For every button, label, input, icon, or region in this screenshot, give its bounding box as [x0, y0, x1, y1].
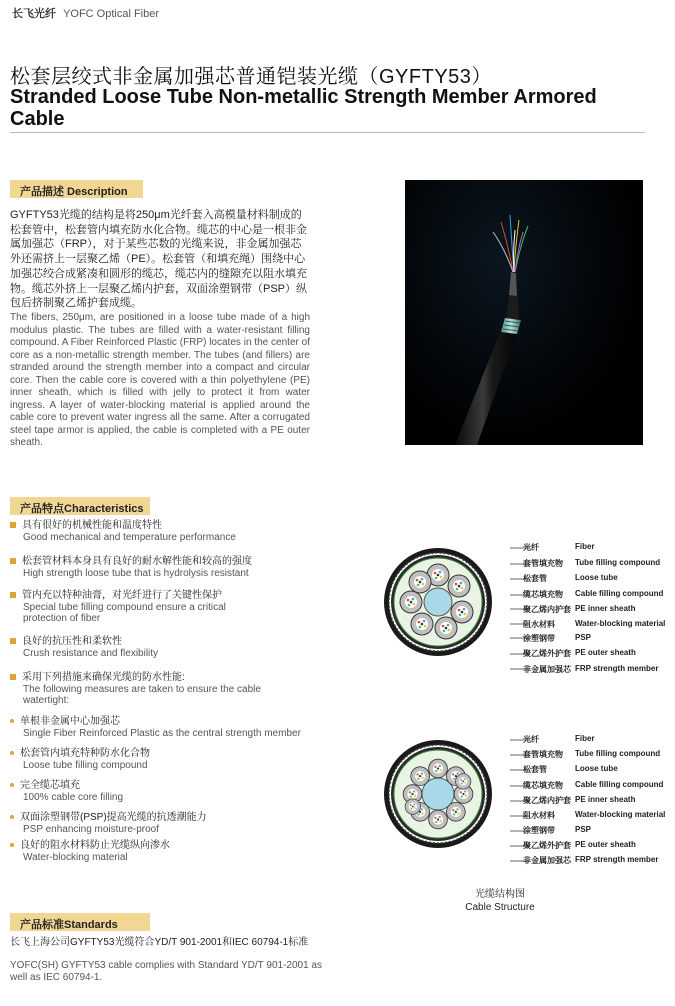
- brand-name-cn: 长飞光纤: [12, 8, 56, 20]
- sub-characteristic-cn: 良好的阻水材料防止光缆纵向渗水: [20, 840, 170, 851]
- sub-characteristic-cn: 单根非金属中心加强芯: [20, 716, 120, 727]
- square-bullet-icon: [10, 638, 16, 644]
- list-item: [10, 716, 340, 739]
- sub-characteristic-en: PSP enhancing moisture-proof: [23, 824, 160, 835]
- legend-label-cn: 光纤: [523, 543, 539, 552]
- legend-label-cn: 非金属加强芯: [523, 856, 571, 865]
- legend-label-en: PE outer sheath: [575, 648, 636, 657]
- brand-name-en: YOFC Optical Fiber: [63, 8, 160, 20]
- sub-characteristic-cn: 松套管内填充特种防水化合物: [20, 748, 150, 759]
- cable-photo: [405, 180, 643, 445]
- sub-characteristic-en: 100% cable core filling: [23, 792, 124, 803]
- legend-label-en: Fiber: [575, 542, 595, 551]
- legend-label-cn: 涂塑钢带: [523, 826, 555, 835]
- legend-label-en: Cable filling compound: [575, 589, 664, 598]
- list-item: [10, 520, 340, 543]
- legend-label-en: Loose tube: [575, 573, 618, 582]
- legend-label-cn: 套管填充物: [523, 559, 563, 568]
- legend-label-en: PE inner sheath: [575, 795, 636, 804]
- legend-label-en: Tube filling compound: [575, 558, 661, 567]
- legend-label-cn: 缆芯填充物: [523, 590, 563, 599]
- dot-bullet-icon: [10, 751, 14, 755]
- legend-label-en: Cable filling compound: [575, 780, 664, 789]
- legend-label-cn: 聚乙烯内护套: [523, 796, 571, 805]
- legend-label-cn: 阻水材料: [523, 620, 555, 629]
- characteristic-cn: 管内充以特种油膏，对光纤进行了关键性保护: [22, 590, 222, 601]
- legend-label-en: Water-blocking material: [575, 810, 666, 819]
- legend-label-en: FRP strength member: [575, 855, 659, 864]
- square-bullet-icon: [10, 522, 16, 528]
- cable-structure-diagram: [380, 540, 670, 880]
- list-item: [10, 748, 340, 771]
- description-text-en: The fibers, 250μm, are positioned in a loose tube made of a high modulus plastic. The tubes are filled with a water-resistant filling compound. A Fiber Reinforced Plastic (FRP) locates in the center of core as a non-metallic strength member. The tubes (and fillers) are stranded around the strength member into a compact and circular core. Then the cable core is covered with a thin polyethylene (PE) inner sheath, which is filled with jelly to protect it from water ingress. A layer of water-blocking material is applied around the cable core to prevent water ingress all the same. After a corrugated steel tape armor is applied, the cable is completed with a PE outer sheath.: [10, 312, 310, 448]
- sub-characteristic-en: Water-blocking material: [23, 852, 128, 863]
- structure-caption-en: Cable Structure: [465, 902, 535, 913]
- brand-header: [12, 5, 159, 21]
- legend-label-en: PSP: [575, 633, 592, 642]
- dot-bullet-icon: [10, 815, 14, 819]
- legend-label-cn: 套管填充物: [523, 750, 563, 759]
- structure-caption: [440, 888, 560, 914]
- title-divider: [10, 132, 645, 133]
- characteristic-en: Crush resistance and flexibility: [23, 648, 159, 659]
- legend-label-cn: 聚乙烯外护套: [523, 841, 571, 850]
- dot-bullet-icon: [10, 783, 14, 787]
- list-item: [10, 636, 340, 659]
- legend-label-en: Fiber: [575, 734, 595, 743]
- list-item: [10, 556, 340, 579]
- characteristic-en: The following measures are taken to ensure the cable watertight:: [23, 684, 261, 706]
- standards-text-cn: 长飞上海公司GYFTY53光缆符合YD/T 901-2001和IEC 60794-1标准: [10, 937, 309, 948]
- legend-label-en: PE outer sheath: [575, 840, 636, 849]
- square-bullet-icon: [10, 592, 16, 598]
- characteristic-en: Good mechanical and temperature performance: [23, 532, 236, 543]
- characteristic-en: High strength loose tube that is hydrolysis resistant: [23, 568, 249, 579]
- legend-label-cn: 聚乙烯外护套: [523, 649, 571, 658]
- dot-bullet-icon: [10, 719, 14, 723]
- characteristic-cn: 良好的抗压性和柔软性: [22, 636, 122, 647]
- characteristic-cn: 松套管材料本身具有良好的耐水解性能和较高的强度: [22, 556, 252, 567]
- legend-label-cn: 松套管: [523, 574, 547, 583]
- legend-label-en: Water-blocking material: [575, 619, 666, 628]
- page-title-cn: 松套层绞式非金属加强芯普通铠装光缆（GYFTY53）: [10, 66, 492, 88]
- legend-label-cn: 缆芯填充物: [523, 781, 563, 790]
- legend-label-en: PSP: [575, 825, 592, 834]
- legend-label-cn: 非金属加强芯: [523, 665, 571, 674]
- characteristics-heading: 产品特点Characteristics: [10, 497, 150, 515]
- description-text-cn: GYFTY53光缆的结构是将250μm光纤套入高模量材料制成的松套管中，松套管内填充防水化合物。缆芯的中心是一根非金属加强芯（FRP），对于某些芯数的光缆来说，非金属加强芯外还需挤上一层聚乙烯（PE）。松套管（和填充绳）围绕中心加强芯绞合成紧凑和圆形的缆芯，缆芯内的缝隙充以阻水填充物。缆芯外挤上一层聚乙烯内护套，双面涂塑钢带（PSP）纵包后挤制聚乙烯护套成缆。: [10, 209, 308, 310]
- sub-characteristic-cn: 完全缆芯填充: [20, 780, 80, 791]
- legend-label-en: Loose tube: [575, 764, 618, 773]
- legend-label-en: Tube filling compound: [575, 749, 661, 758]
- legend-label-cn: 涂塑钢带: [523, 634, 555, 643]
- list-item: [10, 672, 340, 706]
- standards-text-en: YOFC(SH) GYFTY53 cable complies with Standard YD/T 901-2001 as well as IEC 60794-1.: [10, 960, 322, 983]
- legend-label-en: PE inner sheath: [575, 604, 636, 613]
- sub-characteristic-cn: 双面涂塑钢带(PSP)提高光缆的抗透潮能力: [20, 812, 207, 823]
- dot-bullet-icon: [10, 843, 14, 847]
- characteristic-en: Special tube filling compound ensure a critical protection of fiber: [23, 602, 226, 624]
- characteristic-cn: 采用下列措施来确保光缆的防水性能:: [22, 672, 185, 683]
- sub-characteristic-en: Single Fiber Reinforced Plastic as the central strength member: [23, 728, 301, 739]
- legend-label-en: FRP strength member: [575, 664, 659, 673]
- square-bullet-icon: [10, 674, 16, 680]
- sub-characteristic-en: Loose tube filling compound: [23, 760, 148, 771]
- description-heading: 产品描述 Description: [10, 180, 143, 198]
- standards-heading: 产品标准Standards: [10, 913, 150, 931]
- legend-label-cn: 阻水材料: [523, 811, 555, 820]
- list-item: [10, 840, 340, 863]
- legend-label-cn: 光纤: [523, 735, 539, 744]
- list-item: [10, 812, 340, 835]
- list-item: [10, 590, 340, 624]
- square-bullet-icon: [10, 558, 16, 564]
- structure-caption-cn: 光缆结构图: [475, 889, 525, 900]
- cable-photo-drawing: [405, 180, 643, 445]
- legend-label-cn: 聚乙烯内护套: [523, 605, 571, 614]
- characteristic-cn: 具有很好的机械性能和温度特性: [22, 520, 162, 531]
- legend-label-cn: 松套管: [523, 765, 547, 774]
- list-item: [10, 780, 340, 803]
- page-title-en: Stranded Loose Tube Non-metallic Strength Member Armored Cable: [10, 86, 597, 130]
